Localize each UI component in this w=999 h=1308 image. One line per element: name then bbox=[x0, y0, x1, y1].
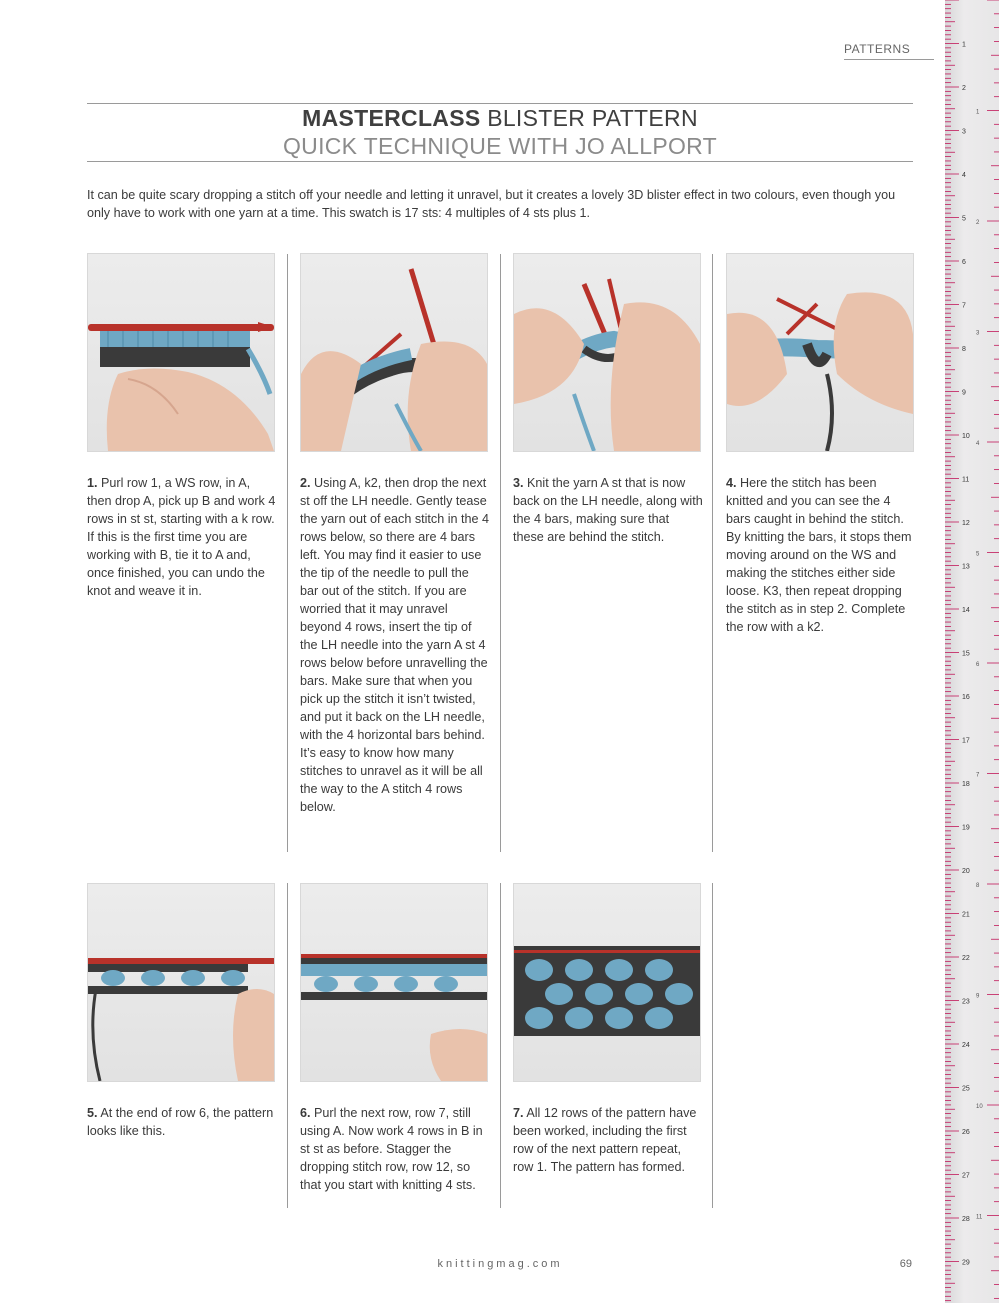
ruler-cm-label: 5 bbox=[962, 215, 966, 223]
step-description: At the end of row 6, the pattern looks like this. bbox=[87, 1106, 274, 1138]
step-number: 3. bbox=[513, 476, 524, 490]
step-number: 4. bbox=[726, 476, 737, 490]
step-6-text bbox=[300, 1104, 490, 1194]
ruler-cm-label: 10 bbox=[962, 433, 970, 440]
step-4-photo bbox=[726, 253, 914, 452]
ruler-inch-label: 7 bbox=[976, 772, 980, 779]
ruler-cm-label: 23 bbox=[962, 998, 970, 1006]
ruler-cm-label: 20 bbox=[962, 868, 970, 875]
ruler-cm-label: 2 bbox=[962, 85, 966, 92]
step-number: 2. bbox=[300, 476, 311, 490]
ruler-cm-label: 14 bbox=[962, 607, 970, 614]
step-6-photo bbox=[300, 883, 488, 1082]
step-7-text bbox=[513, 1104, 703, 1176]
ruler-inch-label: 11 bbox=[976, 1214, 983, 1221]
step-description: All 12 rows of the pattern have been worked, including the first row of the next pattern repeat, row 1. The pattern has formed. bbox=[513, 1106, 697, 1174]
column-divider bbox=[712, 254, 713, 852]
ruler-cm-label: 1 bbox=[962, 41, 966, 49]
step-description: Using A, k2, then drop the next st off the LH needle. Gently tease the yarn out of each stitch in the 4 rows below, so there are 4 bars left. You may find it easier to use the tip of the needle to pull the bar out of the stitch. If you are worried that it may unravel beyond 4 rows, insert the tip of the LH needle into the yarn A st 4 rows below before unravelling the bars. Make sure that when you pick up the stitch it isn’t twisted, and put it back on the LH needle, with the 4 horizontal bars behind. It’s easy to know how many stitches to unravel as it will be all the way to the A stitch 4 rows below. bbox=[300, 476, 490, 814]
ruler-inch-label: 2 bbox=[976, 220, 980, 226]
step-2-text bbox=[300, 474, 490, 816]
step-description: Purl the next row, row 7, still using A. Now work 4 rows in B in st st as before. Stagger the dropping stitch row, row 12, so that you start with knitting 4 sts. bbox=[300, 1106, 483, 1192]
ruler-cm-label: 22 bbox=[962, 955, 970, 962]
ruler-cm-label: 25 bbox=[962, 1085, 970, 1093]
ruler-cm-label: 3 bbox=[962, 128, 966, 136]
ruler-inch-label: 9 bbox=[976, 993, 980, 1000]
ruler-cm-label: 4 bbox=[962, 172, 966, 179]
ruler-inch-label: 6 bbox=[976, 662, 980, 668]
step-3-text bbox=[513, 474, 703, 546]
ruler-cm-label: 17 bbox=[962, 737, 970, 745]
step-number: 5. bbox=[87, 1106, 98, 1120]
ruler-cm-label: 13 bbox=[962, 563, 970, 571]
ruler-cm-label: 8 bbox=[962, 346, 966, 353]
ruler-inch-label: 1 bbox=[976, 109, 980, 116]
ruler-ticks bbox=[945, 0, 999, 1303]
step-number: 1. bbox=[87, 476, 98, 490]
column-divider bbox=[500, 254, 501, 852]
ruler-inch-label: 5 bbox=[976, 551, 980, 558]
ruler-inch-label: 8 bbox=[976, 883, 980, 889]
step-3-photo bbox=[513, 253, 701, 452]
ruler-cm-label: 29 bbox=[962, 1259, 970, 1267]
ruler-cm-label: 6 bbox=[962, 259, 966, 266]
title-block bbox=[87, 104, 913, 160]
ruler-cm-label: 12 bbox=[962, 520, 970, 527]
step-2-photo bbox=[300, 253, 488, 452]
ruler-cm-label: 15 bbox=[962, 650, 970, 658]
page-subtitle: QUICK TECHNIQUE WITH JO ALLPORT bbox=[282, 133, 717, 159]
step-number: 7. bbox=[513, 1106, 524, 1120]
section-label: PATTERNS bbox=[844, 42, 934, 60]
ruler-cm-label: 16 bbox=[962, 694, 970, 701]
step-description: Knit the yarn A st that is now back on the LH needle, along with the 4 bars, making sure that these are behind the stitch. bbox=[513, 476, 703, 544]
step-description: Here the stitch has been knitted and you can see the 4 bars caught in behind the stitch. By knitting the bars, it stops them moving around on the WS and making the stitches either side loose. K3, then repeat dropping the stitch as in step 2. Complete the row with a k2. bbox=[726, 476, 912, 634]
step-1-text bbox=[87, 474, 277, 600]
step-number: 6. bbox=[300, 1106, 311, 1120]
title-bold: MASTERCLASS bbox=[302, 105, 481, 131]
column-divider bbox=[287, 254, 288, 852]
step-4-text bbox=[726, 474, 916, 636]
ruler-cm-label: 21 bbox=[962, 911, 970, 919]
page-number: 69 bbox=[899, 1258, 912, 1270]
step-5-photo bbox=[87, 883, 275, 1082]
ruler-cm-label: 24 bbox=[962, 1042, 970, 1049]
ruler-cm-label: 28 bbox=[962, 1216, 970, 1223]
measuring-ruler bbox=[945, 0, 999, 1303]
ruler-inch-label: 4 bbox=[976, 441, 980, 447]
ruler-cm-label: 19 bbox=[962, 824, 970, 832]
ruler-cm-label: 26 bbox=[962, 1129, 970, 1136]
page-title bbox=[87, 104, 913, 132]
ruler-inch-label: 3 bbox=[976, 330, 980, 337]
step-description: Purl row 1, a WS row, in A, then drop A, pick up B and work 4 rows in st st, starting with a k row. If this is the first time you are working with B, tie it to A and, once finished, you can undo the knot and weave it in. bbox=[87, 476, 276, 598]
column-divider bbox=[287, 883, 288, 1208]
title-rest: BLISTER PATTERN bbox=[480, 105, 698, 131]
column-divider bbox=[712, 883, 713, 1208]
ruler-cm-label: 9 bbox=[962, 389, 966, 397]
ruler-cm-label: 27 bbox=[962, 1172, 970, 1180]
step-5-text bbox=[87, 1104, 277, 1140]
footer-site: knittingmag.com bbox=[437, 1258, 563, 1270]
ruler-cm-label: 11 bbox=[962, 476, 970, 484]
step-1-photo bbox=[87, 253, 275, 452]
column-divider bbox=[500, 883, 501, 1208]
ruler-cm-label: 7 bbox=[962, 302, 966, 310]
ruler-cm-label: 18 bbox=[962, 781, 970, 788]
title-bottom-rule bbox=[87, 161, 913, 162]
intro-paragraph: It can be quite scary dropping a stitch off your needle and letting it unravel, but it creates a lovely 3D blister effect in two colours, even though you only have to work with one yarn at a time. This swatch is 17 sts: 4 multiples of 4 sts plus 1. bbox=[87, 188, 896, 220]
ruler-inch-label: 10 bbox=[976, 1104, 983, 1110]
step-7-photo bbox=[513, 883, 701, 1082]
